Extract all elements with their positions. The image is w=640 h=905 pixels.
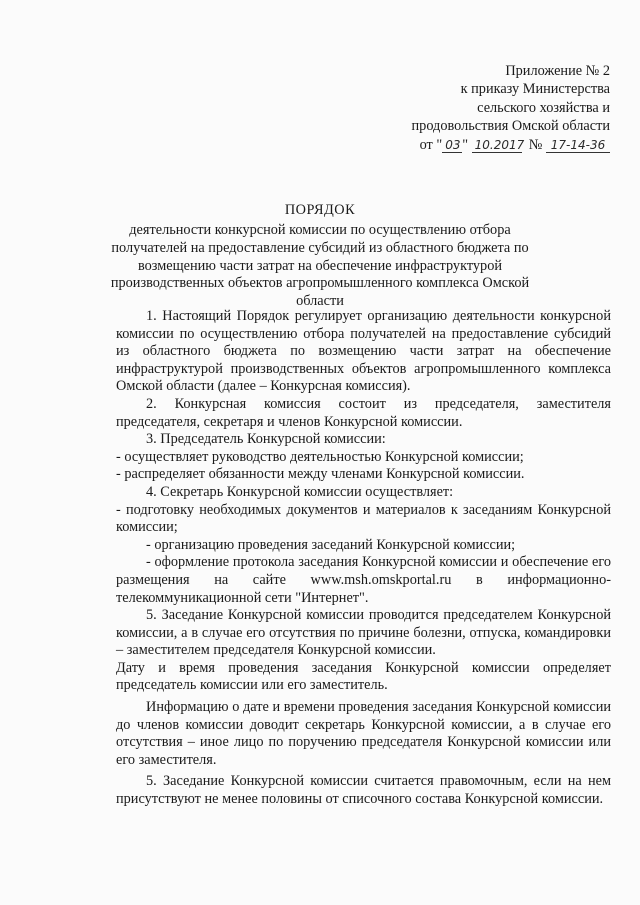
appendix-ministry-line: сельского хозяйства и [477, 99, 610, 116]
paragraph-1: 1. Настоящий Порядок регулирует организацию деятельности конкурсной комиссии по осуществлению отбора получателей на предоставление субсидий из областного бюджета по возмещению части затрат на обеспечение инфраструктурой производственных объектов агропромышленного комплекса Омской области (далее – Конкурсная комиссия). [116, 308, 611, 395]
paragraph-5: 5. Заседание Конкурсной комиссии проводится председателем Конкурсной комиссии, а в случае его отсутствия по причине болезни, отпуска, командировки – заместителем председателя Конкурсной комиссии. [116, 607, 611, 659]
document-subtitle: деятельности конкурсной комиссии по осуществлению отбора получателей на предоставление субсидий из областного бюджета по возмещению части затрат на обеспечение инфраструктурой производственных объектов агропромышленного комплекса Омской области [110, 222, 530, 310]
date-day-handwritten: 03 [442, 138, 462, 153]
appendix-title: Приложение № 2 [505, 63, 610, 79]
number-label: № [528, 136, 543, 153]
date-month-year-handwritten: 10.2017 [472, 138, 522, 153]
paragraph-2: 2. Конкурсная комиссия состоит из председателя, заместителя председателя, секретаря и членов Конкурсной комиссии. [116, 395, 611, 430]
document-title: ПОРЯДОК [284, 202, 356, 218]
appendix-region-line: продовольствия Омской области [411, 118, 610, 135]
paragraph-3-item-1: - осуществляет руководство деятельностью Конкурсной комиссии; [116, 448, 524, 465]
appendix-order-ref: к приказу Министерства [460, 81, 610, 98]
order-date-line [412, 136, 610, 154]
date-quote: " [462, 136, 469, 153]
date-prefix: от " [419, 136, 443, 153]
paragraph-4: 4. Секретарь Конкурсной комиссии осуществляет: [146, 483, 454, 500]
paragraph-3-item-2: - распределяет обязанности между членами Конкурсной комиссии. [116, 466, 525, 483]
document-body [116, 308, 611, 809]
order-number-handwritten: 17-14-36 [546, 138, 610, 153]
paragraph-3: 3. Председатель Конкурсной комиссии: [146, 431, 386, 448]
paragraph-5-info: Информацию о дате и времени проведения заседания Конкурсной комиссии до членов комиссии доводит секретарь Конкурсной комиссии, а в случае его отсутствия – иное лицо по поручению председателя Конкурсной комиссии или его заместителя. [116, 699, 611, 768]
paragraph-4-item-1: - подготовку необходимых документов и материалов к заседаниям Конкурсной комиссии; [116, 501, 611, 536]
appendix-header [412, 62, 610, 154]
paragraph-6: 5. Заседание Конкурсной комиссии считается правомочным, если на нем присутствуют не менее половины от списочного состава Конкурсной комиссии. [116, 773, 611, 808]
paragraph-4-item-2: - организацию проведения заседаний Конкурсной комиссии; [146, 536, 516, 553]
paragraph-5-continued: Дату и время проведения заседания Конкурсной комиссии определяет председатель комиссии или его заместитель. [116, 659, 611, 694]
paragraph-4-item-3: - оформление протокола заседания Конкурсной комиссии и обеспечение его размещения на сайте www.msh.omskportal.ru в информационно-телекоммуникационной сети "Интернет". [116, 554, 611, 606]
